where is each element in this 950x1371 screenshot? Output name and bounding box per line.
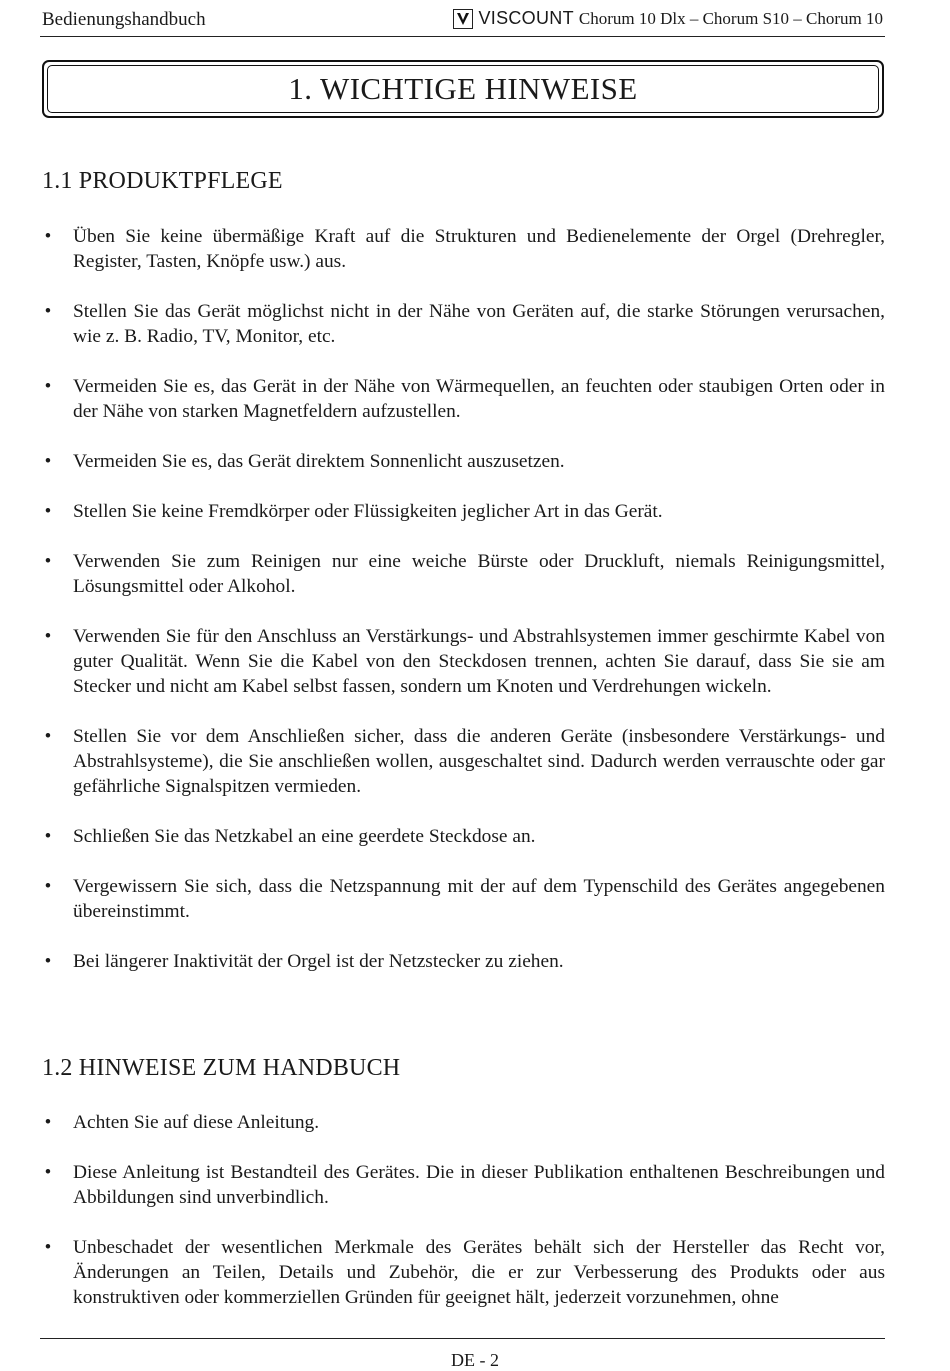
- page-header: [40, 6, 885, 37]
- list-item-text: Stellen Sie keine Fremdkörper oder Flüssigkeiten jeglicher Art in das Gerät.: [73, 501, 663, 522]
- bullet-icon: •: [44, 451, 52, 472]
- list-item-text: Üben Sie keine übermäßige Kraft auf die Strukturen und Bedienelemente der Orgel (Drehregler, Register, Tasten, Knöpfe usw.) aus.: [73, 226, 885, 272]
- bullet-icon: •: [44, 726, 52, 747]
- header-brand: VISCOUNT: [478, 8, 574, 28]
- bullet-icon: •: [44, 501, 52, 522]
- list-item-text: Stellen Sie vor dem Anschließen sicher, dass die anderen Geräte (insbesondere Verstärkungs- und Abstrahlsysteme), die Sie anschließen wollen, ausgeschaltet sind. Dadurch werden verrauschte oder gar gefährliche Signalspitzen vermieden.: [73, 726, 885, 797]
- bullet-icon: •: [44, 876, 52, 897]
- bullet-icon: •: [44, 1112, 52, 1133]
- bullet-icon: •: [44, 376, 52, 397]
- handbuch-list: [42, 1110, 885, 1310]
- list-item-text: Stellen Sie das Gerät möglichst nicht in der Nähe von Geräten auf, die starke Störungen verursachen, wie z. B. Radio, TV, Monitor, etc.: [73, 301, 885, 347]
- produktpflege-list: [42, 224, 885, 974]
- list-item: [42, 449, 885, 474]
- bullet-icon: •: [44, 1162, 52, 1183]
- section-heading-handbuch: 1.2 HINWEISE ZUM HANDBUCH: [42, 1055, 401, 1081]
- bullet-icon: •: [44, 226, 52, 247]
- list-item: [42, 874, 885, 924]
- list-item-text: Verwenden Sie für den Anschluss an Verstärkungs- und Abstrahlsystemen immer geschirmte Kabel von guter Qualität. Wenn Sie die Kabel von den Steckdosen trennen, achten Sie darauf, dass Sie sie am Stecker und nicht am Kabel selbst fassen, sondern um Knoten und Verdrehungen wickeln.: [73, 626, 885, 697]
- header-manual-title: Bedienungshandbuch: [42, 9, 206, 30]
- chapter-title-inner: [47, 65, 879, 113]
- list-item: [42, 724, 885, 799]
- list-item: [42, 499, 885, 524]
- list-item: [42, 824, 885, 849]
- bullet-icon: •: [44, 826, 52, 847]
- list-item-text: Diese Anleitung ist Bestandteil des Gerätes. Die in dieser Publikation enthaltenen Beschreibungen und Abbildungen sind unverbindlich.: [73, 1162, 885, 1208]
- list-item: [42, 1110, 885, 1135]
- page-number: DE - 2: [451, 1350, 499, 1370]
- header-model-info: [453, 8, 883, 29]
- list-item: [42, 224, 885, 274]
- bullet-icon: •: [44, 1237, 52, 1258]
- list-item: [42, 949, 885, 974]
- list-item: [42, 1235, 885, 1310]
- chapter-title-box: [42, 60, 884, 118]
- list-item: [42, 1160, 885, 1210]
- list-item-text: Vermeiden Sie es, das Gerät direktem Sonnenlicht auszusetzen.: [73, 451, 565, 472]
- bullet-icon: •: [44, 551, 52, 572]
- list-item-text: Verwenden Sie zum Reinigen nur eine weiche Bürste oder Druckluft, niemals Reinigungsmittel, Lösungsmittel oder Alkohol.: [73, 551, 885, 597]
- list-item-text: Vergewissern Sie sich, dass die Netzspannung mit der auf dem Typenschild des Gerätes angegebenen übereinstimmt.: [73, 876, 885, 922]
- list-item-text: Unbeschadet der wesentlichen Merkmale des Gerätes behält sich der Hersteller das Recht vor, Änderungen an Teilen, Details und Zubehör, die er zur Verbesserung des Produkts oder aus konstruktiven oder kommerziellen Gründen für geeignet hält, jederzeit vorzunehmen, ohne: [73, 1237, 885, 1308]
- list-item-text: Achten Sie auf diese Anleitung.: [73, 1112, 320, 1133]
- list-item-text: Vermeiden Sie es, das Gerät in der Nähe von Wärmequellen, an feuchten oder staubigen Orten oder in der Nähe von starken Magnetfeldern aufzustellen.: [73, 376, 885, 422]
- list-item: [42, 549, 885, 599]
- list-item: [42, 624, 885, 699]
- bullet-icon: •: [44, 626, 52, 647]
- section-heading-produktpflege: 1.1 PRODUKTPFLEGE: [42, 168, 283, 194]
- header-models: Chorum 10 Dlx – Chorum S10 – Chorum 10: [578, 8, 883, 28]
- footer-divider: [40, 1338, 885, 1339]
- list-item-text: Schließen Sie das Netzkabel an eine geerdete Steckdose an.: [73, 826, 536, 847]
- viscount-logo-icon: [453, 9, 473, 29]
- bullet-icon: •: [44, 301, 52, 322]
- bullet-icon: •: [44, 951, 52, 972]
- chapter-title: 1. WICHTIGE HINWEISE: [288, 71, 638, 106]
- list-item: [42, 299, 885, 349]
- list-item-text: Bei längerer Inaktivität der Orgel ist der Netzstecker zu ziehen.: [73, 951, 564, 972]
- list-item: [42, 374, 885, 424]
